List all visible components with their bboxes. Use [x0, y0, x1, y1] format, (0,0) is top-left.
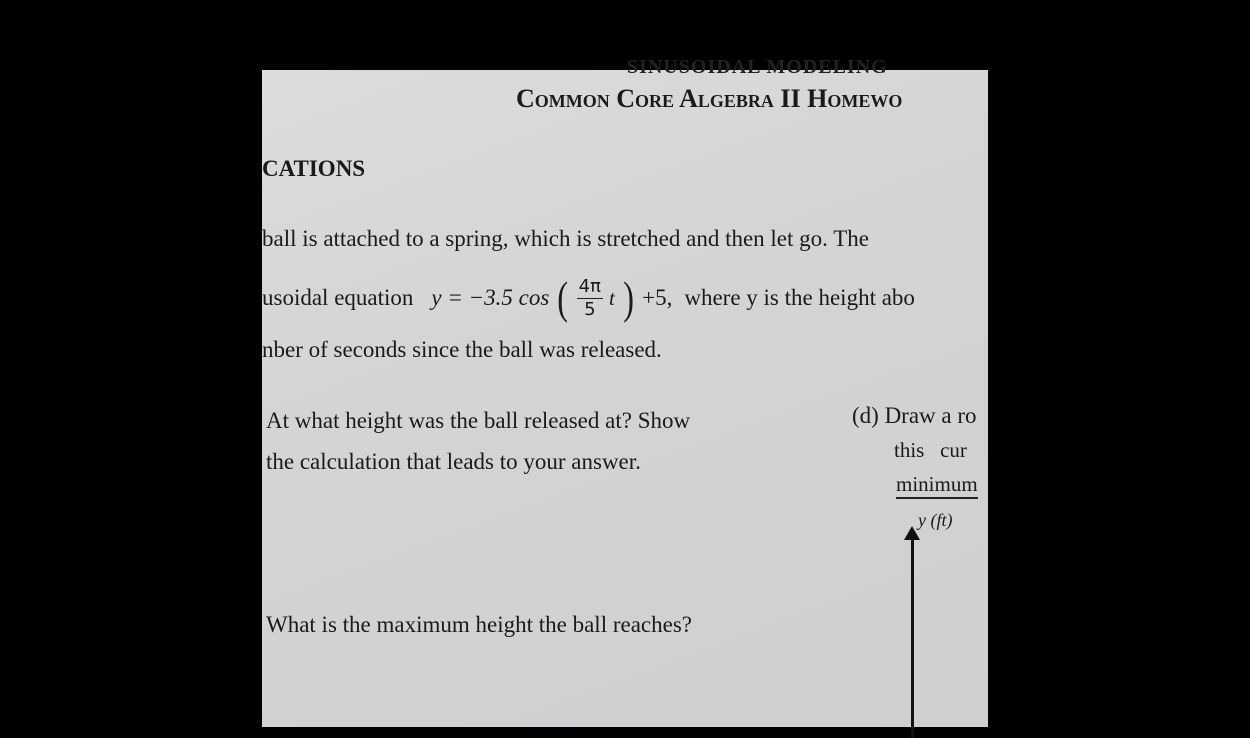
left-paren: ( [557, 272, 569, 323]
equation-suffix: where y is the height abo [684, 285, 915, 310]
course-title: Common Core Algebra II Homewo [516, 84, 903, 113]
equation-tail: +5, [642, 285, 673, 310]
worksheet-page [262, 56, 988, 727]
y-axis-line [911, 538, 914, 738]
question-d-line-2: this cur [894, 438, 967, 462]
fraction-numerator: 4π [578, 275, 601, 297]
fraction-denominator: 5 [584, 298, 596, 320]
right-paren: ) [623, 272, 634, 323]
question-d-line-1: (d) Draw a ro [852, 403, 977, 428]
section-heading: CATIONS [262, 156, 366, 181]
y-axis-label: y (ft) [918, 510, 953, 530]
equation-lhs: y = −3.5 cos [431, 285, 550, 310]
equation-line [262, 272, 915, 323]
question-a-line-2: the calculation that leads to your answer. [266, 449, 641, 474]
problem-line-3: nber of seconds since the ball was released. [262, 337, 662, 362]
problem-line-1: ball is attached to a spring, which is stretched and then let go. The [262, 226, 869, 251]
equation-prefix: usoidal equation [262, 285, 414, 310]
equation-variable: t [608, 285, 615, 310]
question-a-line-1: At what height was the ball released at? Show [266, 408, 691, 433]
equation-fraction [577, 275, 603, 320]
question-d-line-3: minimum [896, 472, 978, 499]
section-title: SINUSOIDAL MODELING [627, 56, 888, 78]
question-b: What is the maximum height the ball reaches? [266, 612, 692, 637]
